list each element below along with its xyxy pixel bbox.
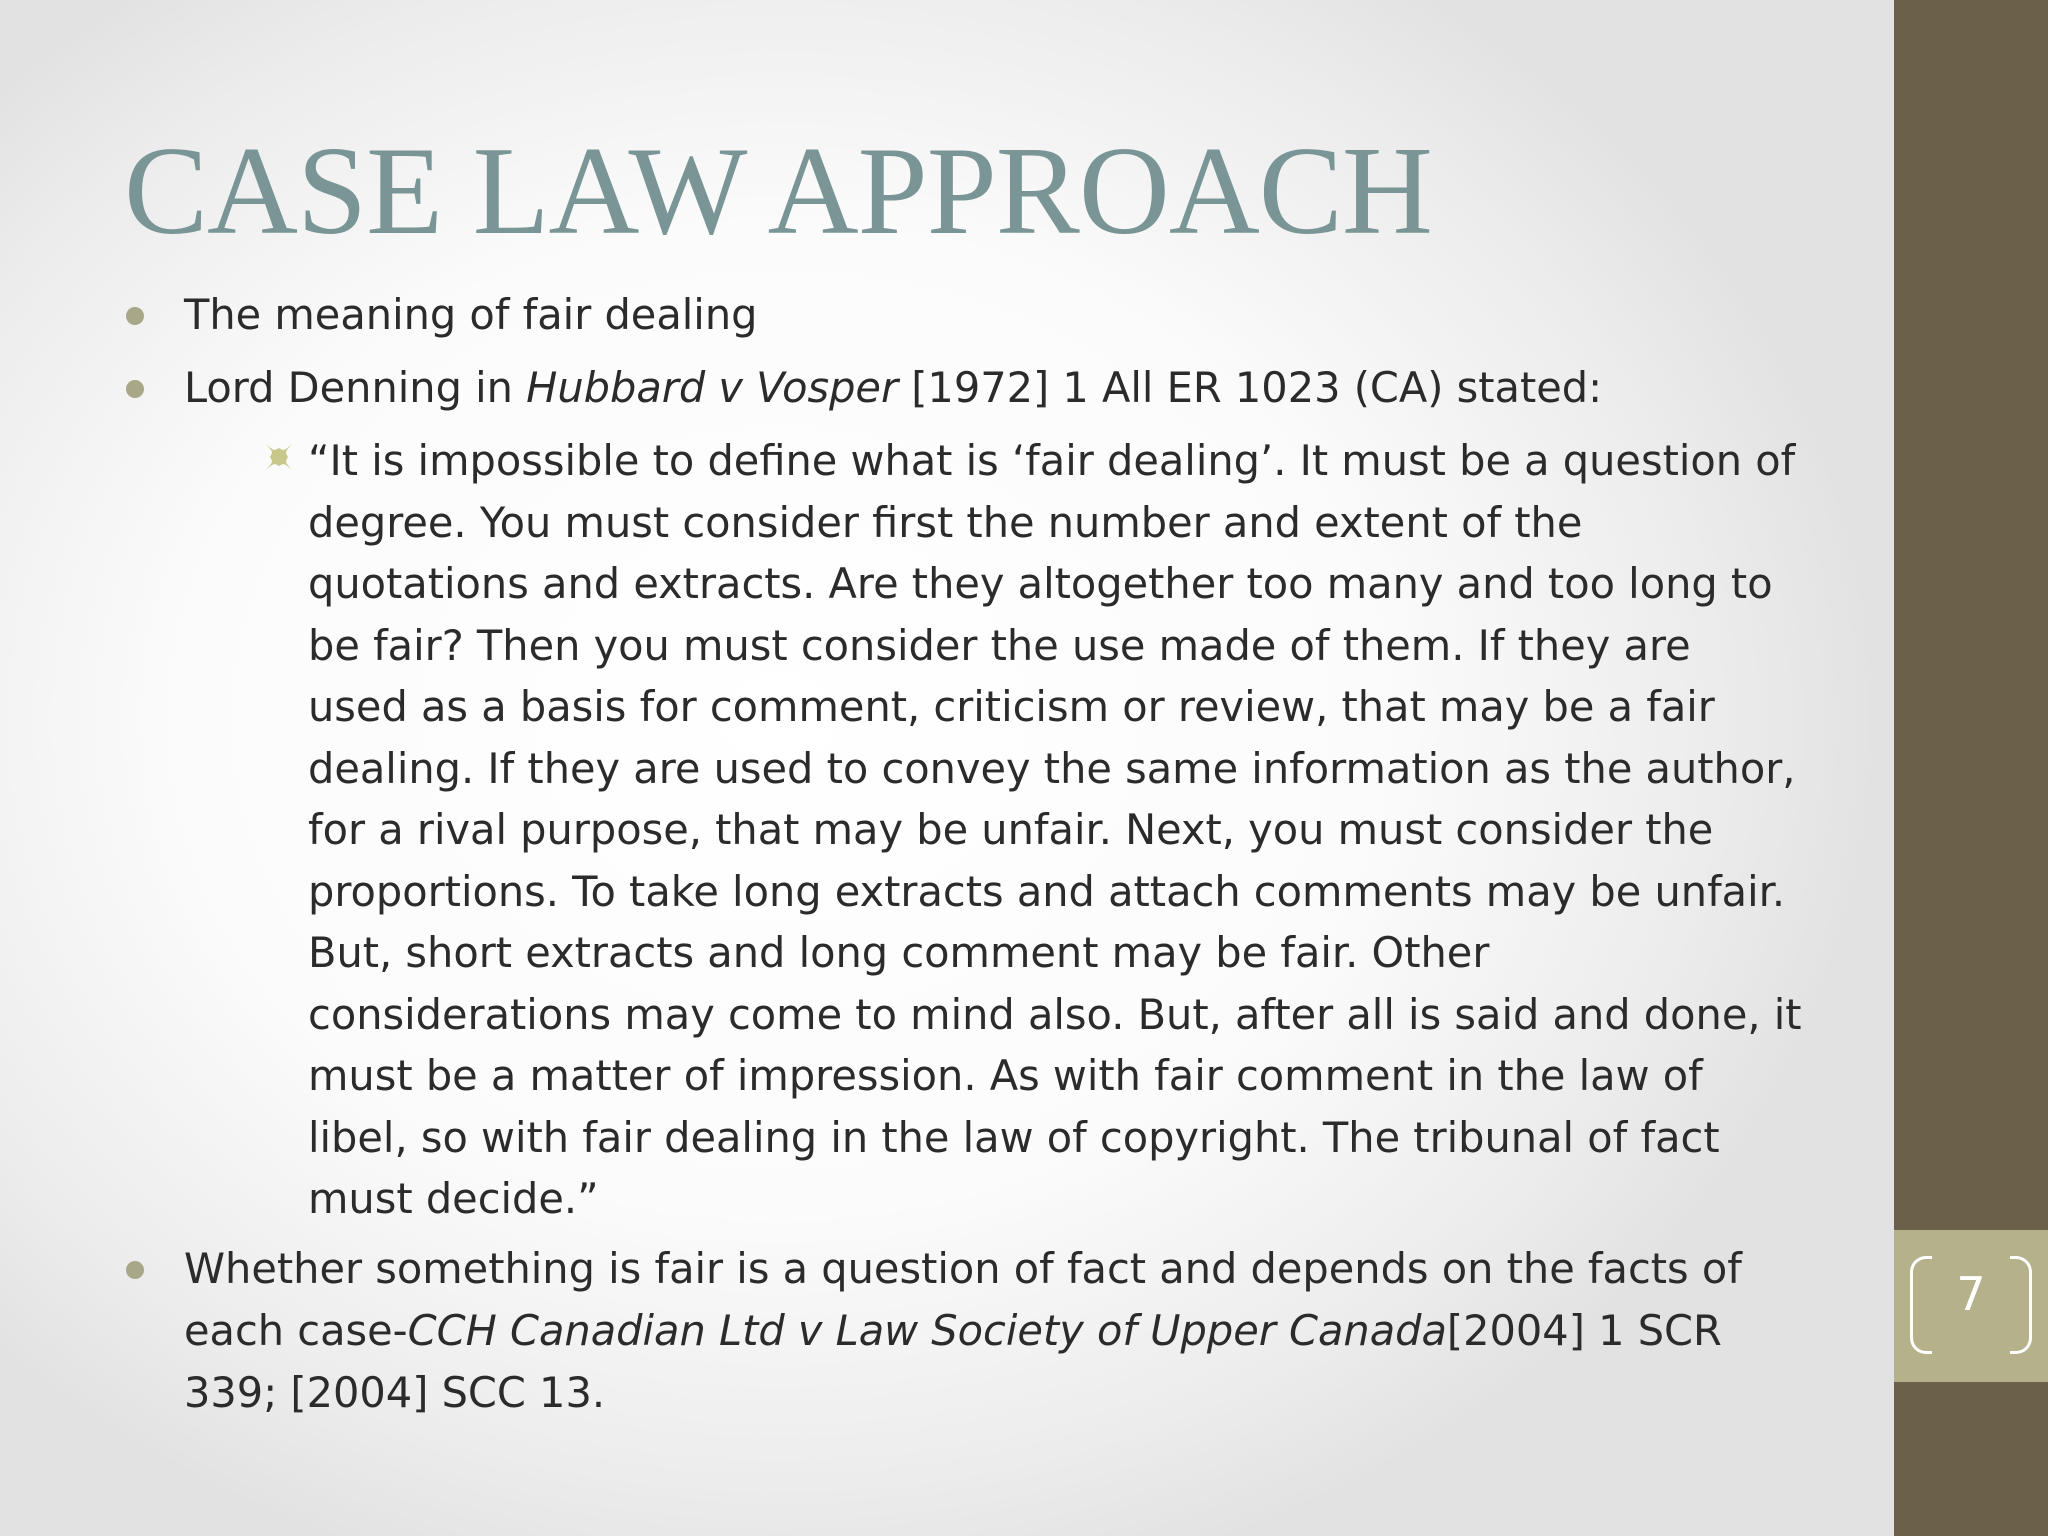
page-number-box (1894, 1230, 2048, 1382)
bullet-text-line (184, 1300, 1784, 1362)
quote-line: degree. You must consider first the number and extent of the (308, 497, 1583, 547)
bullet-text: The meaning of fair dealing (184, 290, 758, 339)
quote-line: must be a matter of impression. As with fair comment in the law of (308, 1051, 1703, 1100)
bullet-item (124, 357, 1784, 419)
bullet-text-pre: each case- (184, 1305, 408, 1355)
quote-text (308, 430, 1908, 1230)
bullet-text-pre: Lord Denning in (184, 363, 527, 412)
bullet-text-post: [2004] 1 SCR (1446, 1305, 1722, 1355)
bullet-dot-icon (126, 1261, 144, 1279)
case-name: Hubbard v Vosper (526, 363, 899, 412)
quote-line: proportions. To take long extracts and attach comments may be unfair. (308, 866, 1786, 916)
bullet-item (124, 1238, 1784, 1424)
page-number: 7 (1956, 1267, 1986, 1321)
quote-line: quotations and extracts. Are they altogether too many and too long to (308, 559, 1773, 608)
slide-title: CASE LAW APPROACH (124, 122, 1432, 261)
case-name: CCH Canadian Ltd v Law Society of Upper Canada (407, 1305, 1447, 1355)
quote-line: libel, so with fair dealing in the law of copyright. The tribunal of fact (308, 1112, 1720, 1162)
quote-line: “It is impossible to define what is ‘fair dealing’. It must be a question of (308, 436, 1796, 485)
quote-line: used as a basis for comment, criticism or review, that may be a fair (308, 682, 1715, 731)
quote-line: for a rival purpose, that may be unfair. Next, you must consider the (308, 805, 1714, 854)
four-point-star-icon (264, 442, 294, 472)
quote-line: dealing. If they are used to convey the same information as the author, (308, 743, 1796, 793)
quote-block (308, 430, 1908, 1230)
bullet-dot-icon (126, 307, 144, 325)
quote-line: considerations may come to mind also. But, after all is said and done, it (308, 989, 1802, 1039)
quote-line: be fair? Then you must consider the use made of them. If they are (308, 620, 1691, 670)
quote-line: must decide.” (308, 1174, 599, 1223)
bullet-dot-icon (126, 380, 144, 398)
bullet-text-line: 339; [2004] SCC 13. (184, 1367, 606, 1417)
slide-content (124, 284, 1802, 1435)
bullet-item (124, 284, 1784, 346)
bullet-text-post: [1972] 1 All ER 1023 (CA) stated: (898, 363, 1603, 412)
quote-line: But, short extracts and long comment may be fair. Other (308, 928, 1490, 977)
bullet-text-line: Whether something is fair is a question of fact and depends on the facts of (184, 1243, 1742, 1293)
